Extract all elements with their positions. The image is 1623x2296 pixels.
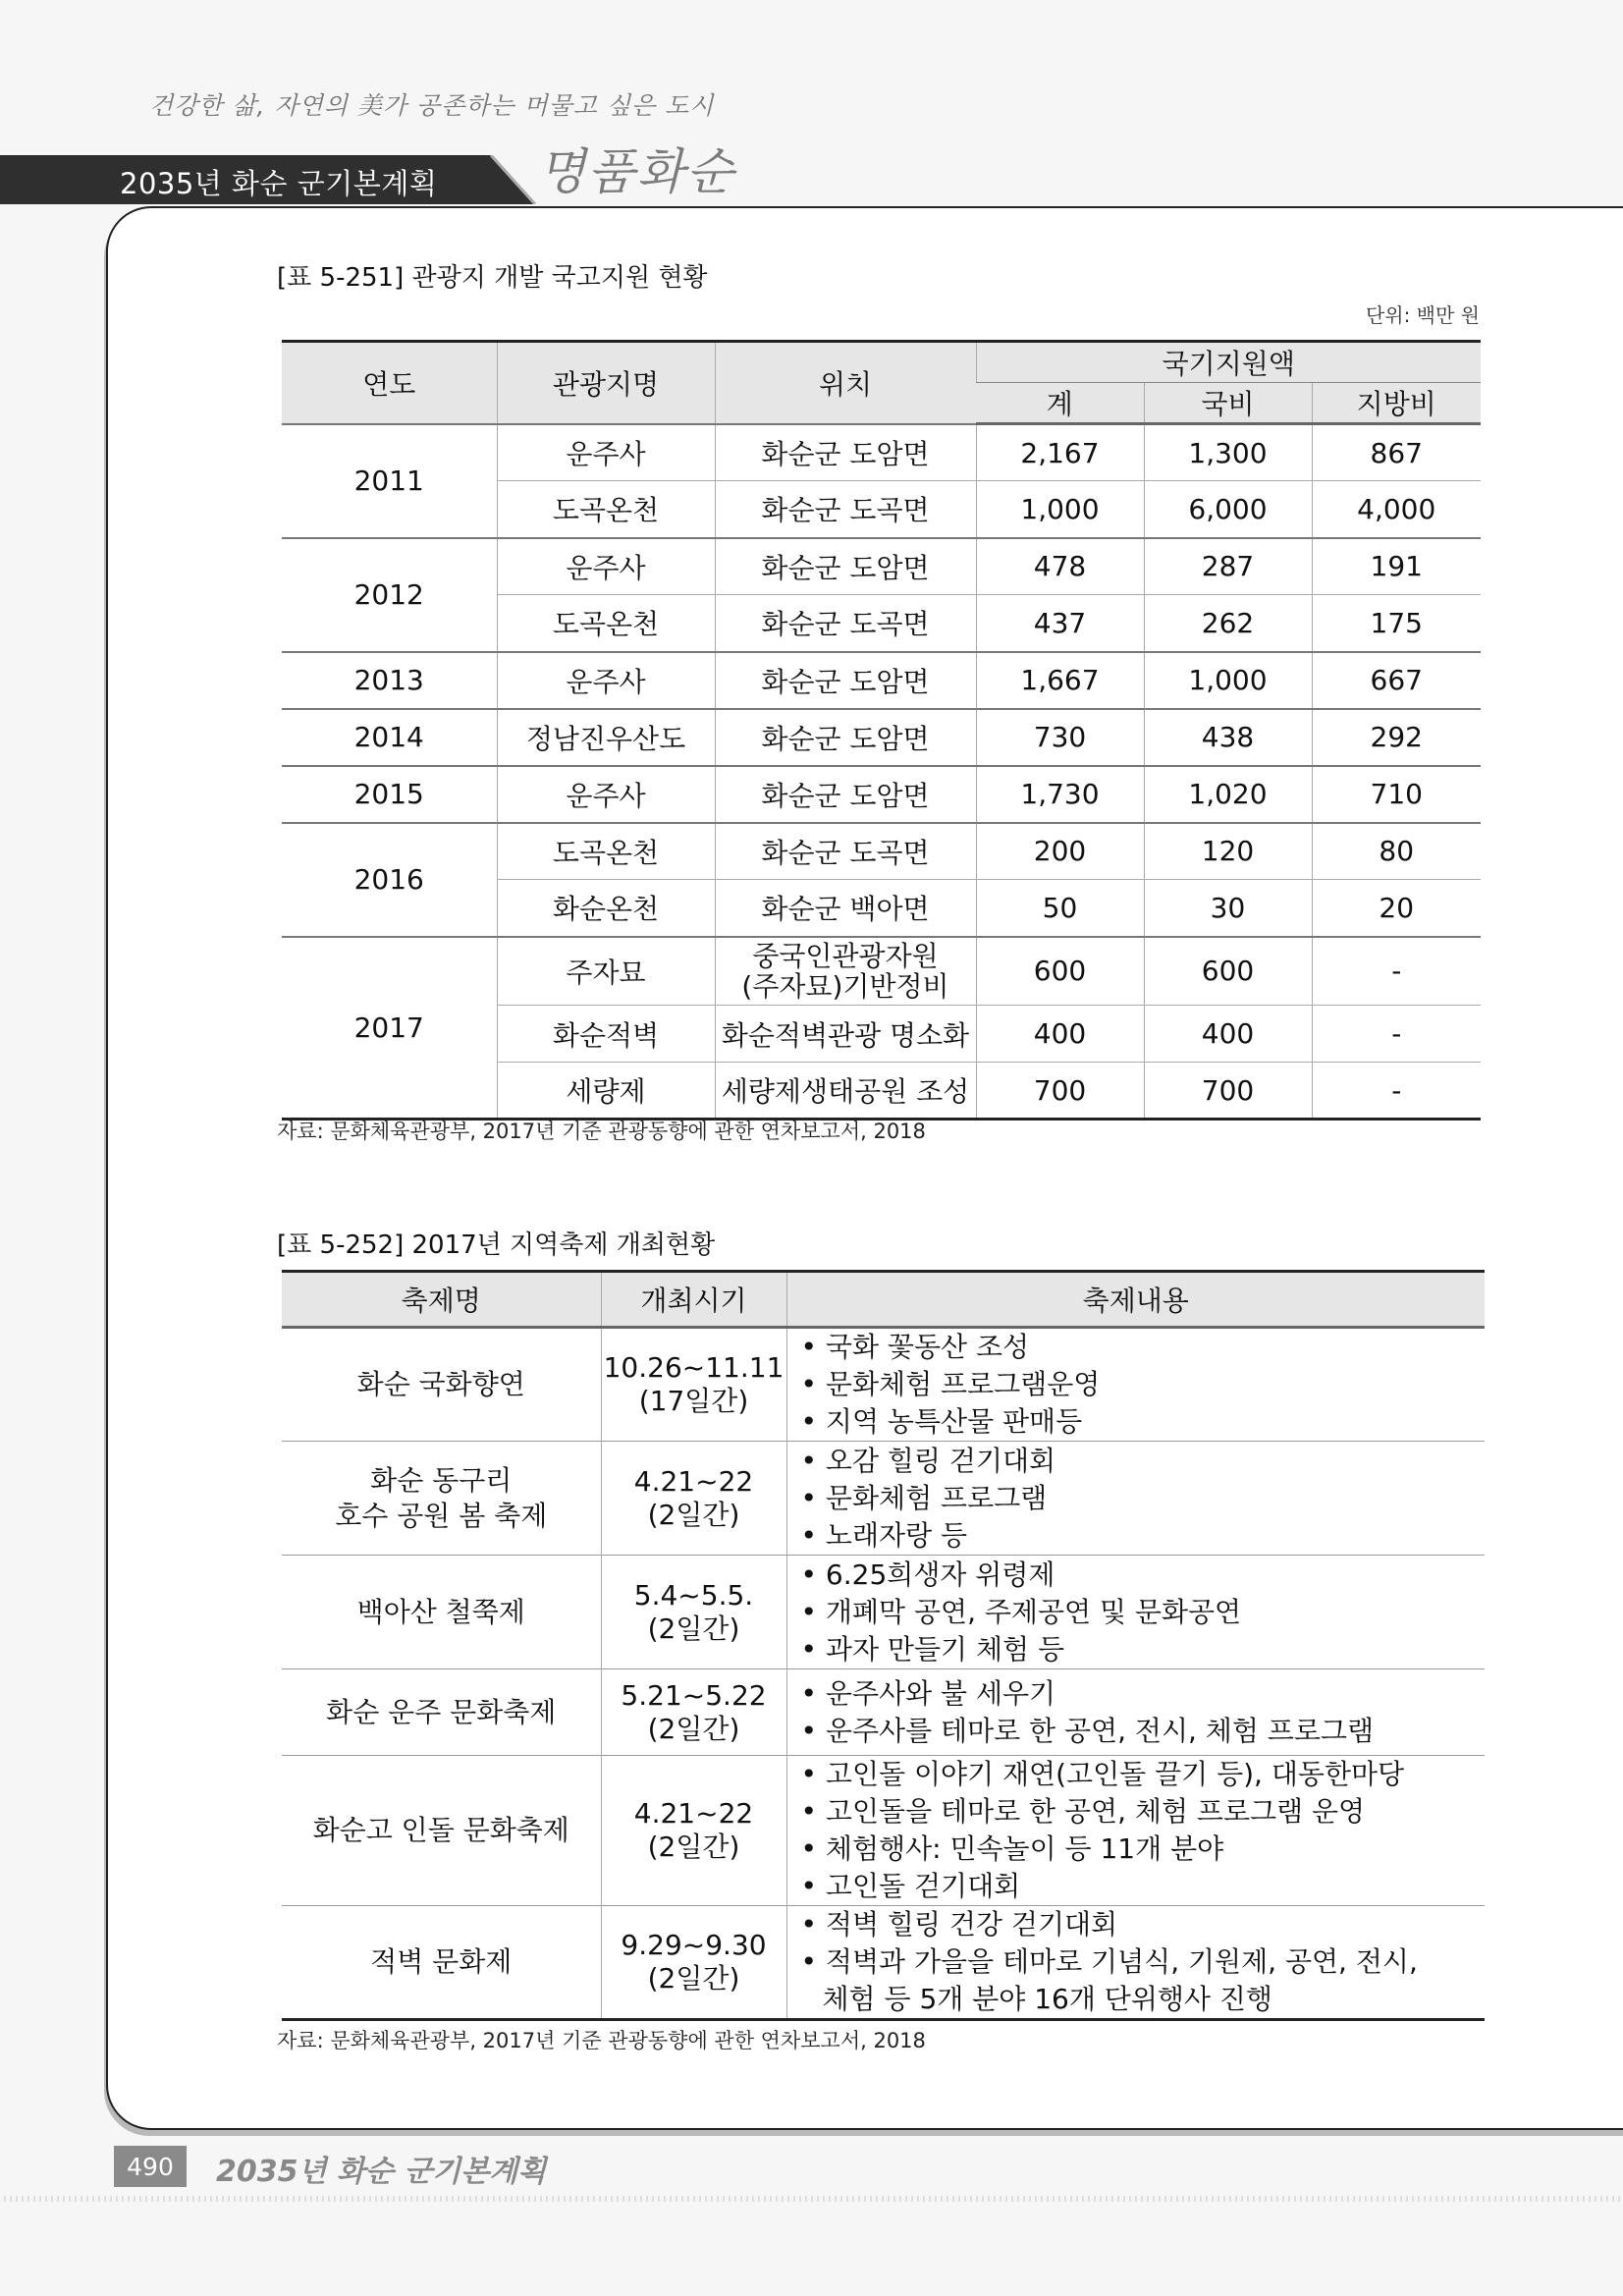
table-row [282,1442,1485,1556]
period-cell [601,1556,786,1669]
table-row [282,538,1481,595]
festival-name-line: 화순 국화향연 [356,1368,525,1400]
footer-divider [4,2196,1623,2202]
header-slogan: 건강한 삶, 자연의 美가 공존하는 머물고 싶은 도시 [149,91,715,120]
period-duration: (2일간) [647,1962,740,1995]
tourism-subsidy-table [282,340,1481,1121]
location-cell [715,937,976,1006]
year-cell: 2014 [282,709,497,766]
content-item: • 국화 꽃동산 조성 [801,1329,1486,1366]
location-cell: 화순적벽관광 명소화 [715,1006,976,1063]
table-row [282,709,1481,766]
header-total: 계 [976,383,1144,424]
site-cell: 운주사 [497,652,715,709]
local-cell: 175 [1312,595,1481,652]
header-festival-name: 축제명 [282,1272,601,1328]
brand-logo: 명품화순 [538,143,736,200]
site-cell: 화순적벽 [497,1006,715,1063]
table-row [282,823,1481,880]
total-cell: 50 [976,880,1144,937]
site-cell: 주자묘 [497,937,715,1006]
header-content: 축제내용 [786,1272,1485,1328]
year-cell: 2016 [282,823,497,937]
national-cell: 120 [1144,823,1312,880]
header-local: 지방비 [1312,383,1481,424]
local-cell: 80 [1312,823,1481,880]
national-cell: 1,020 [1144,766,1312,823]
table-row [282,652,1481,709]
national-cell: 1,300 [1144,424,1312,481]
content-cell [786,1556,1485,1669]
content-item: • 지역 농특산물 판매등 [801,1403,1486,1441]
content-item: • 체험행사: 민속놀이 등 11개 분야 [801,1831,1486,1868]
header-site: 관광지명 [497,342,715,424]
local-cell: - [1312,1006,1481,1063]
festival-name-cell [282,1328,601,1442]
content-item: • 문화체험 프로그램 [801,1480,1486,1517]
location-line: 중국인관광자원 [752,939,939,972]
festival-name-line: 화순 동구리 [370,1463,513,1497]
content-item: • 고인돌 이야기 재연(고인돌 끌기 등), 대동한마당 [801,1756,1486,1793]
content-item: • 고인돌 걷기대회 [801,1868,1486,1905]
national-cell: 6,000 [1144,481,1312,538]
content-item: • 과자 만들기 체험 등 [801,1631,1486,1668]
period-cell [601,1328,786,1442]
period-cell [601,1669,786,1756]
header-national: 국비 [1144,383,1312,424]
site-cell: 도곡온천 [497,481,715,538]
total-cell: 400 [976,1006,1144,1063]
local-cell: 191 [1312,538,1481,595]
content-item: • 개폐막 공연, 주제공연 및 문화공연 [801,1594,1486,1631]
festival-name-cell [282,1556,601,1669]
location-cell: 화순군 백아면 [715,880,976,937]
total-cell: 1,000 [976,481,1144,538]
content-item: • 운주사를 테마로 한 공연, 전시, 체험 프로그램 [801,1713,1486,1750]
period-duration: (17일간) [638,1385,749,1417]
total-cell: 2,167 [976,424,1144,481]
year-cell: 2015 [282,766,497,823]
period-cell [601,1442,786,1556]
location-cell: 화순군 도암면 [715,652,976,709]
table-row [282,1556,1485,1669]
table1-title: [표 5-251] 관광지 개발 국고지원 현황 [277,263,708,293]
site-cell: 정남진우산도 [497,709,715,766]
location-cell: 화순군 도암면 [715,538,976,595]
period-dates: 10.26~11.11 [603,1351,784,1384]
total-cell: 1,730 [976,766,1144,823]
site-cell: 운주사 [497,766,715,823]
table-row [282,766,1481,823]
site-cell: 도곡온천 [497,595,715,652]
national-cell: 600 [1144,937,1312,1006]
festival-name-cell [282,1442,601,1556]
total-cell: 478 [976,538,1144,595]
site-cell: 운주사 [497,538,715,595]
local-cell: 710 [1312,766,1481,823]
location-cell: 화순군 도곡면 [715,481,976,538]
national-cell: 262 [1144,595,1312,652]
festival-name-line: 적벽 문화제 [370,1945,513,1978]
content-item: • 문화체험 프로그램운영 [801,1366,1486,1403]
local-cell: 4,000 [1312,481,1481,538]
local-cell: 292 [1312,709,1481,766]
year-cell: 2012 [282,538,497,652]
site-cell: 도곡온천 [497,823,715,880]
table1-unit: 단위: 백만 원 [1365,303,1480,327]
festival-name-cell [282,1906,601,2020]
period-duration: (2일간) [647,1712,740,1745]
location-cell: 화순군 도암면 [715,709,976,766]
site-cell: 운주사 [497,424,715,481]
period-dates: 5.21~5.22 [621,1678,767,1712]
festival-name-line: 화순고 인돌 문화축제 [312,1814,569,1846]
table2-source: 자료: 문화체육관광부, 2017년 기준 관광동향에 관한 연차보고서, 2018 [277,2029,926,2052]
table-row [282,937,1481,1006]
content-item: • 오감 힐링 걷기대회 [801,1443,1486,1480]
national-cell: 1,000 [1144,652,1312,709]
period-duration: (2일간) [647,1831,740,1863]
period-duration: (2일간) [647,1498,740,1531]
content-item: • 6.25희생자 위령제 [801,1557,1486,1594]
site-cell: 세량제 [497,1063,715,1120]
content-cell [786,1328,1485,1442]
festival-name-line: 화순 운주 문화축제 [326,1695,557,1728]
header-title: 2035년 화순 군기본계획 [120,167,438,200]
location-cell: 화순군 도암면 [715,766,976,823]
table1-source: 자료: 문화체육관광부, 2017년 기준 관광동향에 관한 연차보고서, 2018 [277,1120,926,1143]
local-cell: - [1312,937,1481,1006]
period-duration: (2일간) [647,1612,740,1645]
table-row [282,1906,1485,2020]
local-cell: 867 [1312,424,1481,481]
local-cell: 20 [1312,880,1481,937]
total-cell: 730 [976,709,1144,766]
period-dates: 4.21~22 [633,1797,754,1830]
year-cell: 2017 [282,937,497,1120]
period-cell [601,1756,786,1906]
content-item: • 적벽과 가을을 테마로 기념식, 기원제, 공연, 전시, [801,1943,1486,1981]
table-row [282,1756,1485,1906]
year-cell: 2013 [282,652,497,709]
header-year: 연도 [282,342,497,424]
national-cell: 30 [1144,880,1312,937]
header-support: 국기지원액 [976,342,1481,383]
total-cell: 200 [976,823,1144,880]
content-item: • 노래자랑 등 [801,1517,1486,1555]
content-cell [786,1906,1485,2020]
location-cell: 세량제생태공원 조성 [715,1063,976,1120]
content-cell [786,1756,1485,1906]
period-dates: 9.29~9.30 [621,1929,767,1961]
table2-title: [표 5-252] 2017년 지역축제 개최현황 [277,1230,716,1260]
location-cell: 화순군 도곡면 [715,823,976,880]
header-location: 위치 [715,342,976,424]
festival-name-cell [282,1756,601,1906]
festival-table [282,1270,1485,2021]
total-cell: 600 [976,937,1144,1006]
festival-name-line: 백아산 철쭉제 [356,1595,525,1628]
site-cell: 화순온천 [497,880,715,937]
location-cell: 화순군 도곡면 [715,595,976,652]
location-line: (주자묘)기반정비 [741,969,949,1003]
local-cell: - [1312,1063,1481,1120]
national-cell: 287 [1144,538,1312,595]
national-cell: 438 [1144,709,1312,766]
location-cell: 화순군 도암면 [715,424,976,481]
table-row [282,1328,1485,1442]
total-cell: 700 [976,1063,1144,1120]
content-item-continued: 체험 등 5개 분야 16개 단위행사 진행 [822,1983,1272,2015]
footer-title: 2035년 화순 군기본계획 [216,2155,547,2189]
period-dates: 5.4~5.5. [633,1578,754,1612]
period-dates: 4.21~22 [633,1464,754,1498]
year-cell: 2011 [282,424,497,538]
festival-name-line: 호수 공원 봄 축제 [335,1499,548,1532]
total-cell: 437 [976,595,1144,652]
table-row [282,1669,1485,1756]
national-cell: 700 [1144,1063,1312,1120]
table-row [282,424,1481,481]
header-period: 개최시기 [601,1272,786,1328]
content-cell [786,1442,1485,1556]
national-cell: 400 [1144,1006,1312,1063]
total-cell: 1,667 [976,652,1144,709]
local-cell: 667 [1312,652,1481,709]
content-item: • 적벽 힐링 건강 걷기대회 [801,1906,1486,1943]
period-cell [601,1906,786,2020]
page-number: 490 [114,2146,187,2187]
content-item: • 운주사와 불 세우기 [801,1675,1486,1713]
content-cell [786,1669,1485,1756]
festival-name-cell [282,1669,601,1756]
content-item: • 고인돌을 테마로 한 공연, 체험 프로그램 운영 [801,1793,1486,1831]
